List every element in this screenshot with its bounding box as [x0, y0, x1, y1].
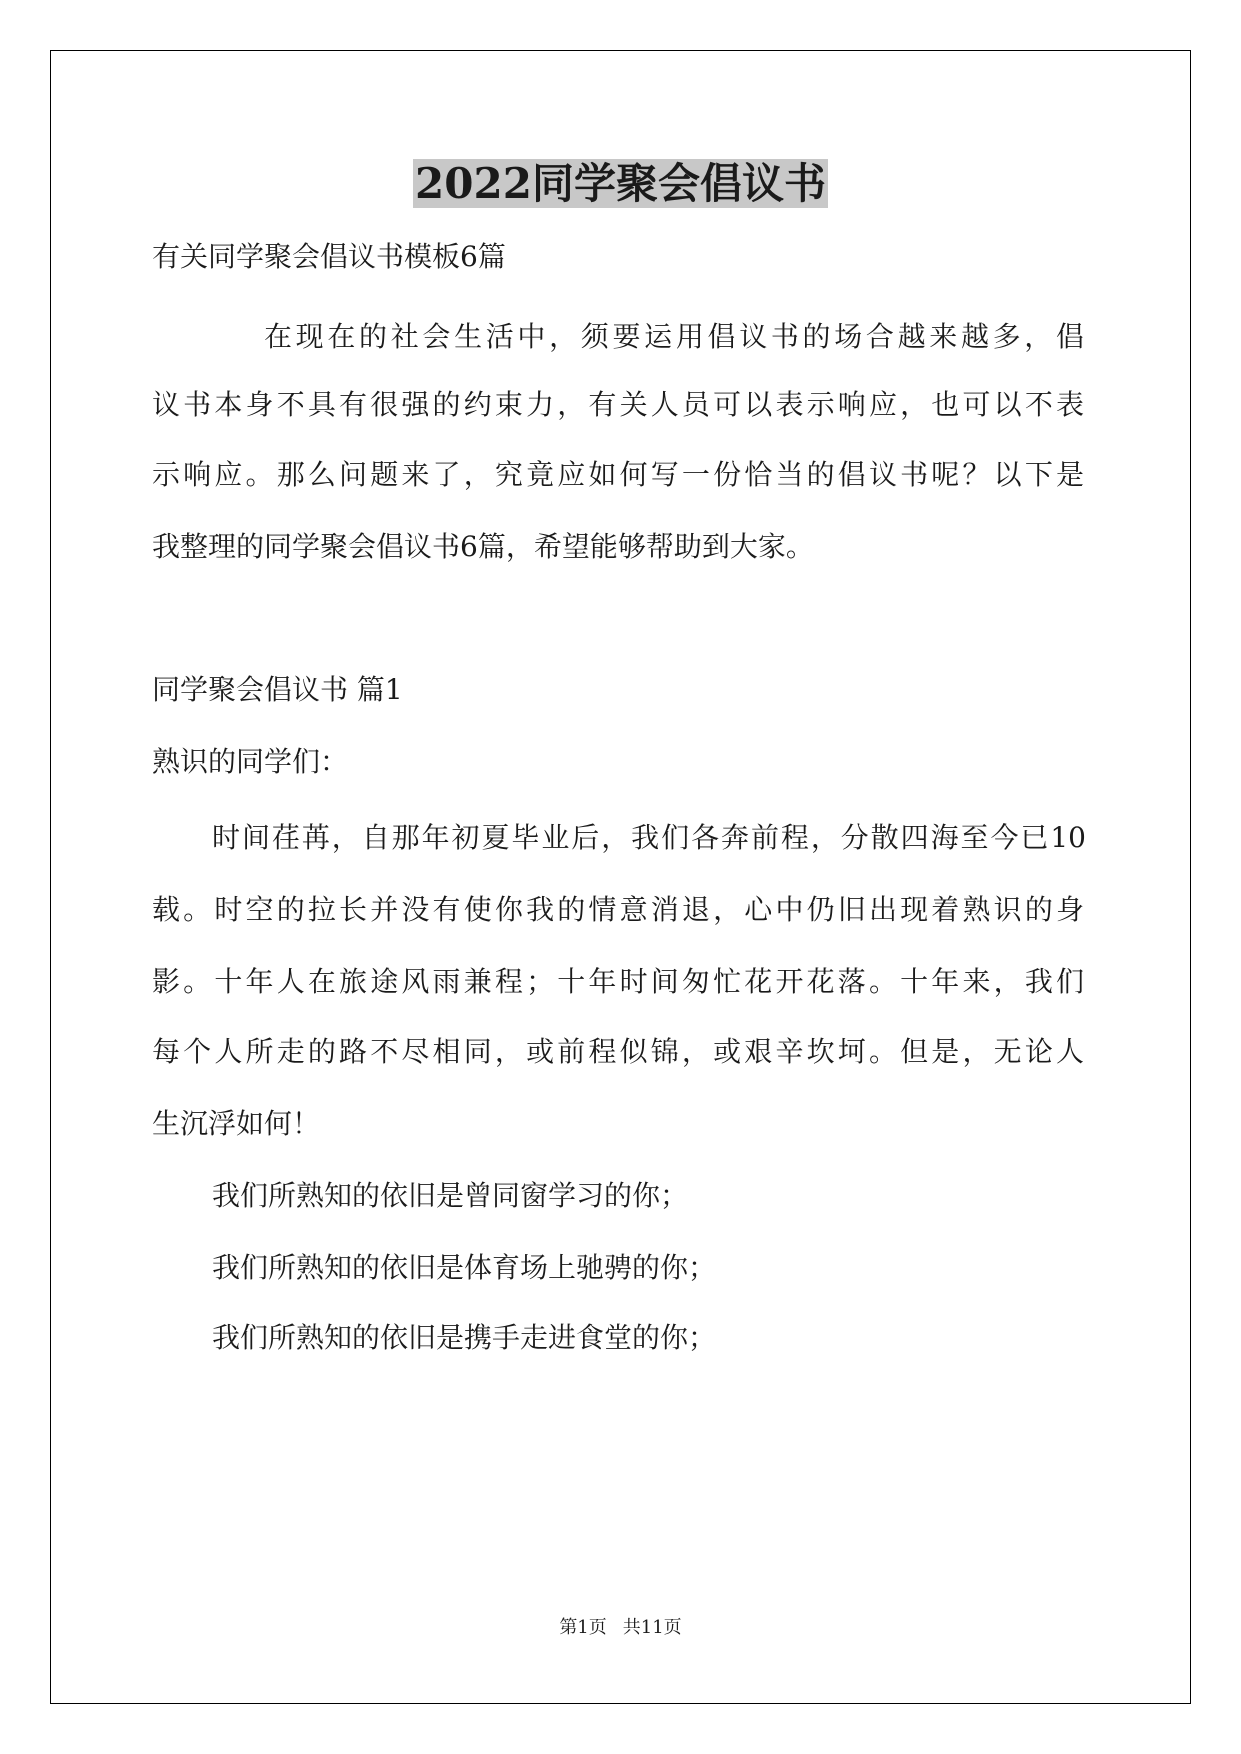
memory-line: 我们所熟知的依旧是曾同窗学习的你；	[212, 1179, 689, 1212]
memory-line: 我们所熟知的依旧是携手走进食堂的你；	[212, 1321, 717, 1354]
document-title	[0, 155, 1241, 213]
section-heading: 同学聚会倡议书 篇1	[152, 673, 403, 706]
page-number: 第1页	[559, 1617, 607, 1638]
intro-line: 议书本身不具有很强的约束力，有关人员可以表示响应，也可以不表	[152, 388, 1084, 421]
salutation: 熟识的同学们：	[152, 745, 349, 778]
memory-line: 我们所熟知的依旧是体育场上驰骋的你；	[212, 1251, 717, 1284]
page-frame	[50, 50, 1191, 1704]
page-footer	[0, 1616, 1241, 1640]
body-line: 时间荏苒，自那年初夏毕业后，我们各奔前程，分散四海至今已10	[212, 821, 1086, 854]
intro-line: 示响应。那么问题来了，究竟应如何写一份恰当的倡议书呢？以下是	[152, 458, 1084, 491]
document-subtitle: 有关同学聚会倡议书模板6篇	[152, 240, 506, 273]
document-title-text: 2022同学聚会倡议书	[415, 159, 826, 208]
intro-line: 我整理的同学聚会倡议书6篇，希望能够帮助到大家。	[152, 530, 814, 563]
body-line: 影。十年人在旅途风雨兼程；十年时间匆忙花开花落。十年来，我们	[152, 965, 1084, 998]
body-line: 生沉浮如何！	[152, 1107, 321, 1140]
intro-line: 在现在的社会生活中，须要运用倡议书的场合越来越多，倡	[264, 320, 1084, 353]
body-line: 载。时空的拉长并没有使你我的情意消退，心中仍旧出现着熟识的身	[152, 893, 1084, 926]
page-total: 共11页	[622, 1617, 682, 1638]
body-line: 每个人所走的路不尽相同，或前程似锦，或艰辛坎坷。但是，无论人	[152, 1035, 1084, 1068]
